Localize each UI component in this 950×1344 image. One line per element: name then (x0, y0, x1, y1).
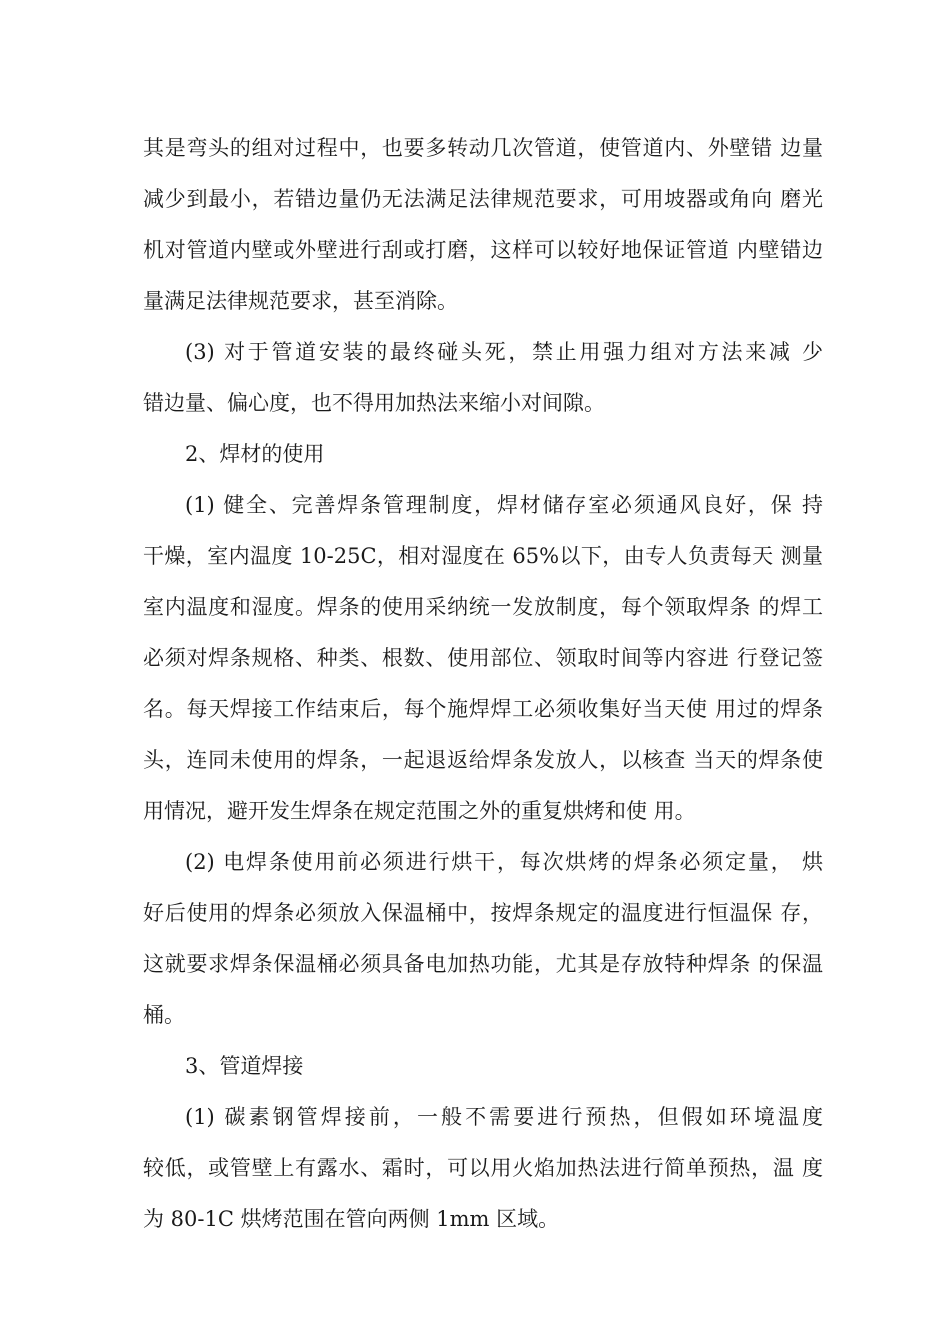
text-line: 机对管道内壁或外壁进行刮或打磨，这样可以较好地保证管道 内壁错边 (143, 238, 823, 262)
text-line: (1) 健全、完善焊条管理制度，焊材储存室必须通风良好，保 持 (185, 493, 823, 517)
text-line: 为 80-1C 烘烤范围在管向两侧 1mm 区域。 (143, 1207, 560, 1231)
text-line: 这就要求焊条保温桶必须具备电加热功能，尤其是存放特种焊条 的保温 (143, 952, 823, 976)
text-line: 较低，或管壁上有露水、霜时，可以用火焰加热法进行简单预热，温 度 (143, 1156, 823, 1180)
text-line: 减少到最小，若错边量仍无法满足法律规范要求，可用坡器或角向 磨光 (143, 187, 823, 211)
text-line: 错边量、偏心度，也不得用加热法来缩小对间隙。 (143, 391, 605, 415)
text-line: 量满足法律规范要求，甚至消除。 (143, 289, 458, 313)
text-line: 干燥，室内温度 10-25C，相对湿度在 65%以下，由专人负责每天 测量 (143, 544, 823, 568)
text-line: 名。每天焊接工作结束后，每个施焊焊工必须收集好当天使 用过的焊条 (143, 697, 823, 721)
section-heading: 3、管道焊接 (185, 1054, 304, 1078)
section-heading: 2、焊材的使用 (185, 442, 325, 466)
body-text (143, 123, 823, 1245)
text-line: 其是弯头的组对过程中，也要多转动几次管道，使管道内、外壁错 边量 (143, 136, 823, 160)
text-line: 室内温度和湿度。焊条的使用采纳统一发放制度，每个领取焊条 的焊工 (143, 595, 823, 619)
text-line: 用情况，避开发生焊条在规定范围之外的重复烘烤和使 用。 (143, 799, 696, 823)
text-line: 必须对焊条规格、种类、根数、使用部位、领取时间等内容进 行登记签 (143, 646, 823, 670)
text-line: 头，连同未使用的焊条，一起退返给焊条发放人，以核查 当天的焊条使 (143, 748, 823, 772)
text-line: (3) 对于管道安装的最终碰头死，禁止用强力组对方法来减 少 (185, 340, 823, 364)
text-line: 桶。 (143, 1003, 185, 1027)
text-line: 好后使用的焊条必须放入保温桶中，按焊条规定的温度进行恒温保 存， (143, 901, 823, 925)
text-line: (1) 碳素钢管焊接前，一般不需要进行预热，但假如环境温度 (185, 1105, 823, 1129)
text-line: (2) 电焊条使用前必须进行烘干，每次烘烤的焊条必须定量， 烘 (185, 850, 823, 874)
